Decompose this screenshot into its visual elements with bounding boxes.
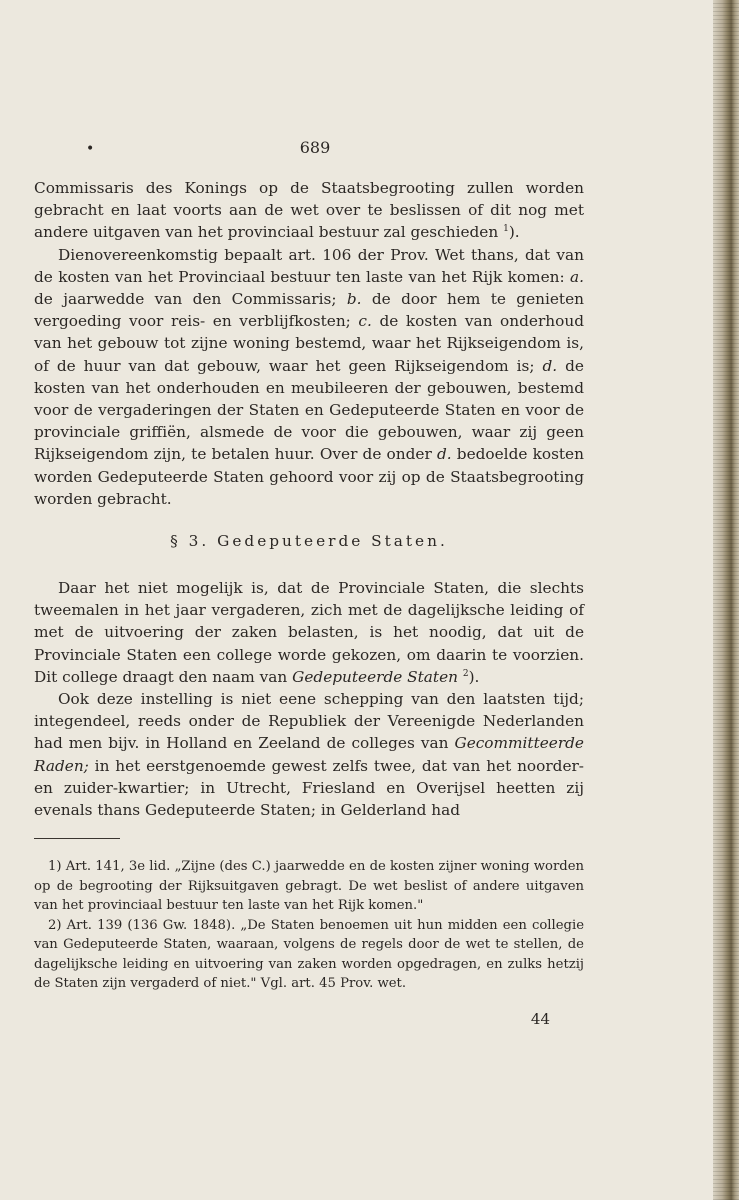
paragraph-3-text: Daar het niet mogelijk is, dat de Provinciale Staten, die slechts tweemalen in het jaar vergaderen, zich met de dagelijksche leiding of met de uitvoering der zaken belasten, is het noodig, dat uit de Provinciale Staten een college worde gekozen, om daarin te voorzien. Dit college draagt den naam van [34, 579, 584, 686]
footnotes [34, 857, 584, 994]
paragraph-3 [34, 577, 584, 688]
paragraph-1 [34, 177, 584, 244]
paragraph-2-intro: Dienovereenkomstig bepaalt art. 106 der Prov. Wet thans, dat van de kosten van het Provinciaal bestuur ten laste van het Rijk komen: [34, 245, 584, 286]
footnote-ref-1[interactable]: 1 [503, 224, 509, 235]
section-heading: § 3. Gedeputeerde Staten. [170, 532, 448, 550]
item-b-text: de door hem te genieten vergoeding voor reis- en verblijfkosten; [34, 290, 584, 331]
item-a-text: de jaarwedde van den Commissaris; [34, 290, 337, 309]
footnote-2: 2) Art. 139 (136 Gw. 1848). „De Staten benoemen uit hun midden een collegie van Gedeputeerde Staten, waaraan, volgens de regels door de wet te stellen, de dagelijksche leiding en uitvoering van zaken worden opgedragen, en zulks hetzij de Staten zijn vergaderd of niet." Vgl. art. 45 Prov. wet. [34, 917, 584, 991]
item-c-text: de kosten van onderhoud van het gebouw tot zijne woning bestemd, waar het Rijkseigendom is, of de huur van dat gebouw, waar het geen Rijkseigendom is; [34, 312, 584, 375]
page-dot-mark: • [86, 141, 95, 157]
paragraph-4-end: in het eerstgenoemde gewest zelfs twee, dat van het noorder- en zuider-kwartier; in Utrecht, Friesland en Overijsel heetten zij evenals thans Gedeputeerde Staten; in Gelderland had [34, 756, 584, 820]
paragraph-4 [34, 688, 584, 821]
book-edge-texture [713, 0, 739, 1200]
item-a-label: a. [570, 267, 584, 286]
paragraph-2 [34, 244, 584, 510]
signature-mark: 44 [530, 1010, 550, 1028]
item-d-text: de kosten van het onderhouden en meubileeren der gebouwen, bestemd voor de vergaderingen der Staten en Gedeputeerde Staten en voor de provinciale griffiën, alsmede de voor die gebouwen, waar zij geen Rijkseigendom zijn, te betalen huur. Over de onder [34, 356, 584, 464]
paragraph-4-text: Ook deze instelling is niet eene schepping van den laatsten tijd; integendeel, reeds onder de Republiek der Vereenigde Nederlanden had men bijv. in Holland en Zeeland de colleges van [34, 690, 584, 753]
page-number: 689 [299, 138, 331, 157]
footnote-ref-2[interactable]: 2 [462, 668, 469, 679]
paragraph-4-emphasis: Gecommitteerde Raden; [34, 734, 584, 775]
paragraph-3-end: ). [468, 667, 480, 686]
paragraph-2-end: bedoelde kosten worden Gedeputeerde Staten gehoord voor zij op de Staatsbegrooting worden gebracht. [34, 445, 584, 508]
second-text-block [34, 577, 584, 821]
first-text-block [34, 177, 584, 510]
item-d-ref-label: d. [436, 445, 452, 464]
footnote-1: 1) Art. 141, 3e lid. „Zijne (des C.) jaarwedde en de kosten zijner woning worden op de begrooting der Rijksuitgaven gebragt. De wet beslist of andere uitgaven van het provinciaal bestuur ten laste van het Rijk komen." [34, 859, 584, 913]
paragraph-3-emphasis: Gedeputeerde Staten [292, 667, 458, 686]
item-d-label: d. [542, 356, 558, 375]
paragraph-1-end: ). [508, 223, 520, 242]
item-c-label: c. [358, 312, 372, 331]
footnote-divider [34, 838, 120, 839]
item-b-label: b. [346, 290, 362, 309]
paragraph-1-text: Commissaris des Konings op de Staatsbegrooting zullen worden gebracht en laat voorts aan de wet over te beslissen of dit nog met andere uitgaven van het provinciaal bestuur zal geschieden [34, 179, 584, 242]
